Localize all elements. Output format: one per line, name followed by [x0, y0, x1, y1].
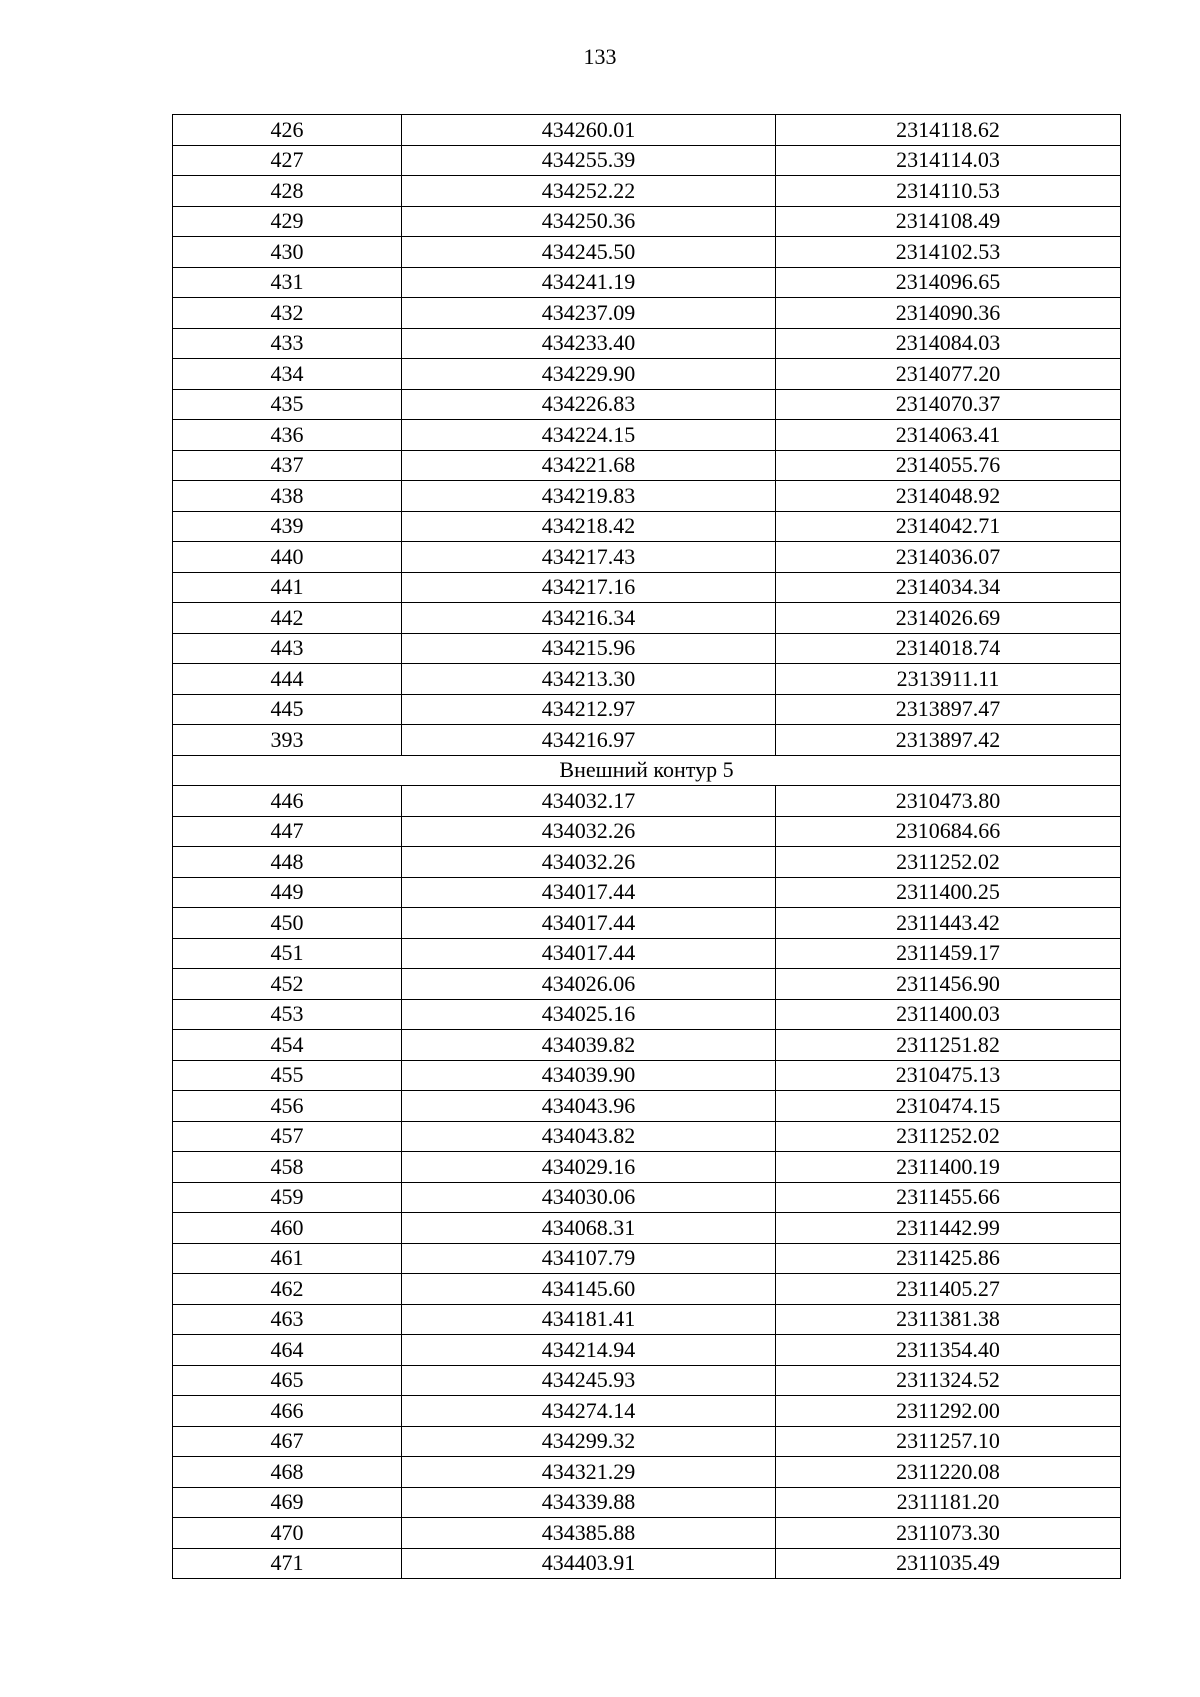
point-number-cell: 461: [173, 1243, 402, 1274]
x-coordinate-cell: 434017.44: [402, 938, 776, 969]
x-coordinate-cell: 434026.06: [402, 969, 776, 1000]
x-coordinate-cell: 434255.39: [402, 145, 776, 176]
x-coordinate-cell: 434030.06: [402, 1182, 776, 1213]
point-number-cell: 428: [173, 176, 402, 207]
point-number-cell: 442: [173, 603, 402, 634]
table-row: [173, 694, 1121, 725]
y-coordinate-cell: 2311400.19: [776, 1152, 1121, 1183]
x-coordinate-cell: 434216.34: [402, 603, 776, 634]
table-row: [173, 786, 1121, 817]
coordinates-table: [172, 114, 1121, 1579]
table-row: [173, 1365, 1121, 1396]
table-row: [173, 1091, 1121, 1122]
x-coordinate-cell: 434032.17: [402, 786, 776, 817]
page-number: 133: [583, 44, 617, 69]
table-row: [173, 664, 1121, 695]
y-coordinate-cell: 2311073.30: [776, 1518, 1121, 1549]
y-coordinate-cell: 2314048.92: [776, 481, 1121, 512]
x-coordinate-cell: 434403.91: [402, 1548, 776, 1579]
table-row: [173, 450, 1121, 481]
table-row: [173, 206, 1121, 237]
point-number-cell: 443: [173, 633, 402, 664]
y-coordinate-cell: 2311257.10: [776, 1426, 1121, 1457]
y-coordinate-cell: 2314063.41: [776, 420, 1121, 451]
y-coordinate-cell: 2311425.86: [776, 1243, 1121, 1274]
point-number-cell: 438: [173, 481, 402, 512]
point-number-cell: 464: [173, 1335, 402, 1366]
y-coordinate-cell: 2311442.99: [776, 1213, 1121, 1244]
y-coordinate-cell: 2311324.52: [776, 1365, 1121, 1396]
point-number-cell: 429: [173, 206, 402, 237]
point-number-cell: 462: [173, 1274, 402, 1305]
table-row: [173, 1457, 1121, 1488]
y-coordinate-cell: 2311181.20: [776, 1487, 1121, 1518]
y-coordinate-cell: 2311455.66: [776, 1182, 1121, 1213]
point-number-cell: 393: [173, 725, 402, 756]
table-row: [173, 1274, 1121, 1305]
y-coordinate-cell: 2311252.02: [776, 1121, 1121, 1152]
table-row: [173, 1487, 1121, 1518]
y-coordinate-cell: 2311459.17: [776, 938, 1121, 969]
x-coordinate-cell: 434214.94: [402, 1335, 776, 1366]
y-coordinate-cell: 2310475.13: [776, 1060, 1121, 1091]
table-row: [173, 1304, 1121, 1335]
table-row: [173, 1426, 1121, 1457]
y-coordinate-cell: 2310474.15: [776, 1091, 1121, 1122]
point-number-cell: 469: [173, 1487, 402, 1518]
table-row: [173, 999, 1121, 1030]
table-row: [173, 481, 1121, 512]
table-row: [173, 1213, 1121, 1244]
y-coordinate-cell: 2314018.74: [776, 633, 1121, 664]
x-coordinate-cell: 434229.90: [402, 359, 776, 390]
y-coordinate-cell: 2314096.65: [776, 267, 1121, 298]
table-row: [173, 1396, 1121, 1427]
y-coordinate-cell: 2314036.07: [776, 542, 1121, 573]
y-coordinate-cell: 2311443.42: [776, 908, 1121, 939]
y-coordinate-cell: 2314110.53: [776, 176, 1121, 207]
x-coordinate-cell: 434107.79: [402, 1243, 776, 1274]
section-title: Внешний контур 5: [173, 755, 1121, 786]
y-coordinate-cell: 2314118.62: [776, 115, 1121, 146]
point-number-cell: 446: [173, 786, 402, 817]
point-number-cell: 452: [173, 969, 402, 1000]
table-row: [173, 1121, 1121, 1152]
y-coordinate-cell: 2311400.03: [776, 999, 1121, 1030]
table-row: [173, 816, 1121, 847]
point-number-cell: 463: [173, 1304, 402, 1335]
table-row: [173, 908, 1121, 939]
table-row: [173, 725, 1121, 756]
y-coordinate-cell: 2314077.20: [776, 359, 1121, 390]
table-row: [173, 1030, 1121, 1061]
x-coordinate-cell: 434029.16: [402, 1152, 776, 1183]
point-number-cell: 468: [173, 1457, 402, 1488]
point-number-cell: 466: [173, 1396, 402, 1427]
point-number-cell: 432: [173, 298, 402, 329]
y-coordinate-cell: 2314034.34: [776, 572, 1121, 603]
table-row: [173, 1152, 1121, 1183]
table-row: [173, 420, 1121, 451]
x-coordinate-cell: 434245.93: [402, 1365, 776, 1396]
table-row: [173, 298, 1121, 329]
y-coordinate-cell: 2313897.42: [776, 725, 1121, 756]
y-coordinate-cell: 2311252.02: [776, 847, 1121, 878]
x-coordinate-cell: 434321.29: [402, 1457, 776, 1488]
point-number-cell: 440: [173, 542, 402, 573]
y-coordinate-cell: 2310473.80: [776, 786, 1121, 817]
table-row: [173, 145, 1121, 176]
x-coordinate-cell: 434221.68: [402, 450, 776, 481]
x-coordinate-cell: 434215.96: [402, 633, 776, 664]
y-coordinate-cell: 2311292.00: [776, 1396, 1121, 1427]
table-row: [173, 115, 1121, 146]
point-number-cell: 465: [173, 1365, 402, 1396]
y-coordinate-cell: 2311381.38: [776, 1304, 1121, 1335]
x-coordinate-cell: 434260.01: [402, 115, 776, 146]
x-coordinate-cell: 434145.60: [402, 1274, 776, 1305]
point-number-cell: 458: [173, 1152, 402, 1183]
section-header-row: [173, 755, 1121, 786]
y-coordinate-cell: 2314026.69: [776, 603, 1121, 634]
x-coordinate-cell: 434241.19: [402, 267, 776, 298]
point-number-cell: 459: [173, 1182, 402, 1213]
point-number-cell: 467: [173, 1426, 402, 1457]
table-row: [173, 877, 1121, 908]
y-coordinate-cell: 2313897.47: [776, 694, 1121, 725]
y-coordinate-cell: 2311251.82: [776, 1030, 1121, 1061]
table-row: [173, 176, 1121, 207]
y-coordinate-cell: 2313911.11: [776, 664, 1121, 695]
point-number-cell: 471: [173, 1548, 402, 1579]
x-coordinate-cell: 434217.43: [402, 542, 776, 573]
y-coordinate-cell: 2311456.90: [776, 969, 1121, 1000]
point-number-cell: 436: [173, 420, 402, 451]
table-row: [173, 603, 1121, 634]
point-number-cell: 470: [173, 1518, 402, 1549]
point-number-cell: 457: [173, 1121, 402, 1152]
x-coordinate-cell: 434032.26: [402, 816, 776, 847]
x-coordinate-cell: 434017.44: [402, 908, 776, 939]
x-coordinate-cell: 434039.90: [402, 1060, 776, 1091]
table-row: [173, 1060, 1121, 1091]
x-coordinate-cell: 434181.41: [402, 1304, 776, 1335]
y-coordinate-cell: 2314108.49: [776, 206, 1121, 237]
table-row: [173, 572, 1121, 603]
point-number-cell: 451: [173, 938, 402, 969]
x-coordinate-cell: 434339.88: [402, 1487, 776, 1518]
table-row: [173, 328, 1121, 359]
x-coordinate-cell: 434218.42: [402, 511, 776, 542]
x-coordinate-cell: 434217.16: [402, 572, 776, 603]
point-number-cell: 453: [173, 999, 402, 1030]
point-number-cell: 449: [173, 877, 402, 908]
x-coordinate-cell: 434043.96: [402, 1091, 776, 1122]
point-number-cell: 435: [173, 389, 402, 420]
point-number-cell: 455: [173, 1060, 402, 1091]
point-number-cell: 431: [173, 267, 402, 298]
point-number-cell: 460: [173, 1213, 402, 1244]
point-number-cell: 447: [173, 816, 402, 847]
x-coordinate-cell: 434068.31: [402, 1213, 776, 1244]
x-coordinate-cell: 434039.82: [402, 1030, 776, 1061]
y-coordinate-cell: 2314055.76: [776, 450, 1121, 481]
y-coordinate-cell: 2314070.37: [776, 389, 1121, 420]
point-number-cell: 430: [173, 237, 402, 268]
x-coordinate-cell: 434274.14: [402, 1396, 776, 1427]
x-coordinate-cell: 434245.50: [402, 237, 776, 268]
table-row: [173, 542, 1121, 573]
x-coordinate-cell: 434017.44: [402, 877, 776, 908]
x-coordinate-cell: 434216.97: [402, 725, 776, 756]
point-number-cell: 441: [173, 572, 402, 603]
point-number-cell: 450: [173, 908, 402, 939]
x-coordinate-cell: 434213.30: [402, 664, 776, 695]
table-row: [173, 511, 1121, 542]
y-coordinate-cell: 2311400.25: [776, 877, 1121, 908]
table-row: [173, 1335, 1121, 1366]
point-number-cell: 426: [173, 115, 402, 146]
y-coordinate-cell: 2314114.03: [776, 145, 1121, 176]
x-coordinate-cell: 434032.26: [402, 847, 776, 878]
x-coordinate-cell: 434233.40: [402, 328, 776, 359]
x-coordinate-cell: 434212.97: [402, 694, 776, 725]
point-number-cell: 439: [173, 511, 402, 542]
point-number-cell: 444: [173, 664, 402, 695]
y-coordinate-cell: 2310684.66: [776, 816, 1121, 847]
y-coordinate-cell: 2314090.36: [776, 298, 1121, 329]
x-coordinate-cell: 434237.09: [402, 298, 776, 329]
table-row: [173, 1243, 1121, 1274]
point-number-cell: 434: [173, 359, 402, 390]
point-number-cell: 456: [173, 1091, 402, 1122]
point-number-cell: 448: [173, 847, 402, 878]
x-coordinate-cell: 434385.88: [402, 1518, 776, 1549]
table-row: [173, 237, 1121, 268]
point-number-cell: 433: [173, 328, 402, 359]
table-row: [173, 1182, 1121, 1213]
point-number-cell: 445: [173, 694, 402, 725]
y-coordinate-cell: 2311405.27: [776, 1274, 1121, 1305]
x-coordinate-cell: 434043.82: [402, 1121, 776, 1152]
x-coordinate-cell: 434224.15: [402, 420, 776, 451]
y-coordinate-cell: 2311220.08: [776, 1457, 1121, 1488]
x-coordinate-cell: 434250.36: [402, 206, 776, 237]
x-coordinate-cell: 434025.16: [402, 999, 776, 1030]
x-coordinate-cell: 434226.83: [402, 389, 776, 420]
table-row: [173, 1548, 1121, 1579]
table-row: [173, 847, 1121, 878]
table-row: [173, 359, 1121, 390]
point-number-cell: 454: [173, 1030, 402, 1061]
table-row: [173, 1518, 1121, 1549]
y-coordinate-cell: 2311354.40: [776, 1335, 1121, 1366]
point-number-cell: 437: [173, 450, 402, 481]
table-row: [173, 267, 1121, 298]
x-coordinate-cell: 434299.32: [402, 1426, 776, 1457]
table-row: [173, 938, 1121, 969]
y-coordinate-cell: 2314102.53: [776, 237, 1121, 268]
coordinates-table-body: [173, 115, 1121, 1579]
table-row: [173, 389, 1121, 420]
table-row: [173, 969, 1121, 1000]
y-coordinate-cell: 2314042.71: [776, 511, 1121, 542]
y-coordinate-cell: 2314084.03: [776, 328, 1121, 359]
x-coordinate-cell: 434219.83: [402, 481, 776, 512]
x-coordinate-cell: 434252.22: [402, 176, 776, 207]
point-number-cell: 427: [173, 145, 402, 176]
y-coordinate-cell: 2311035.49: [776, 1548, 1121, 1579]
table-row: [173, 633, 1121, 664]
